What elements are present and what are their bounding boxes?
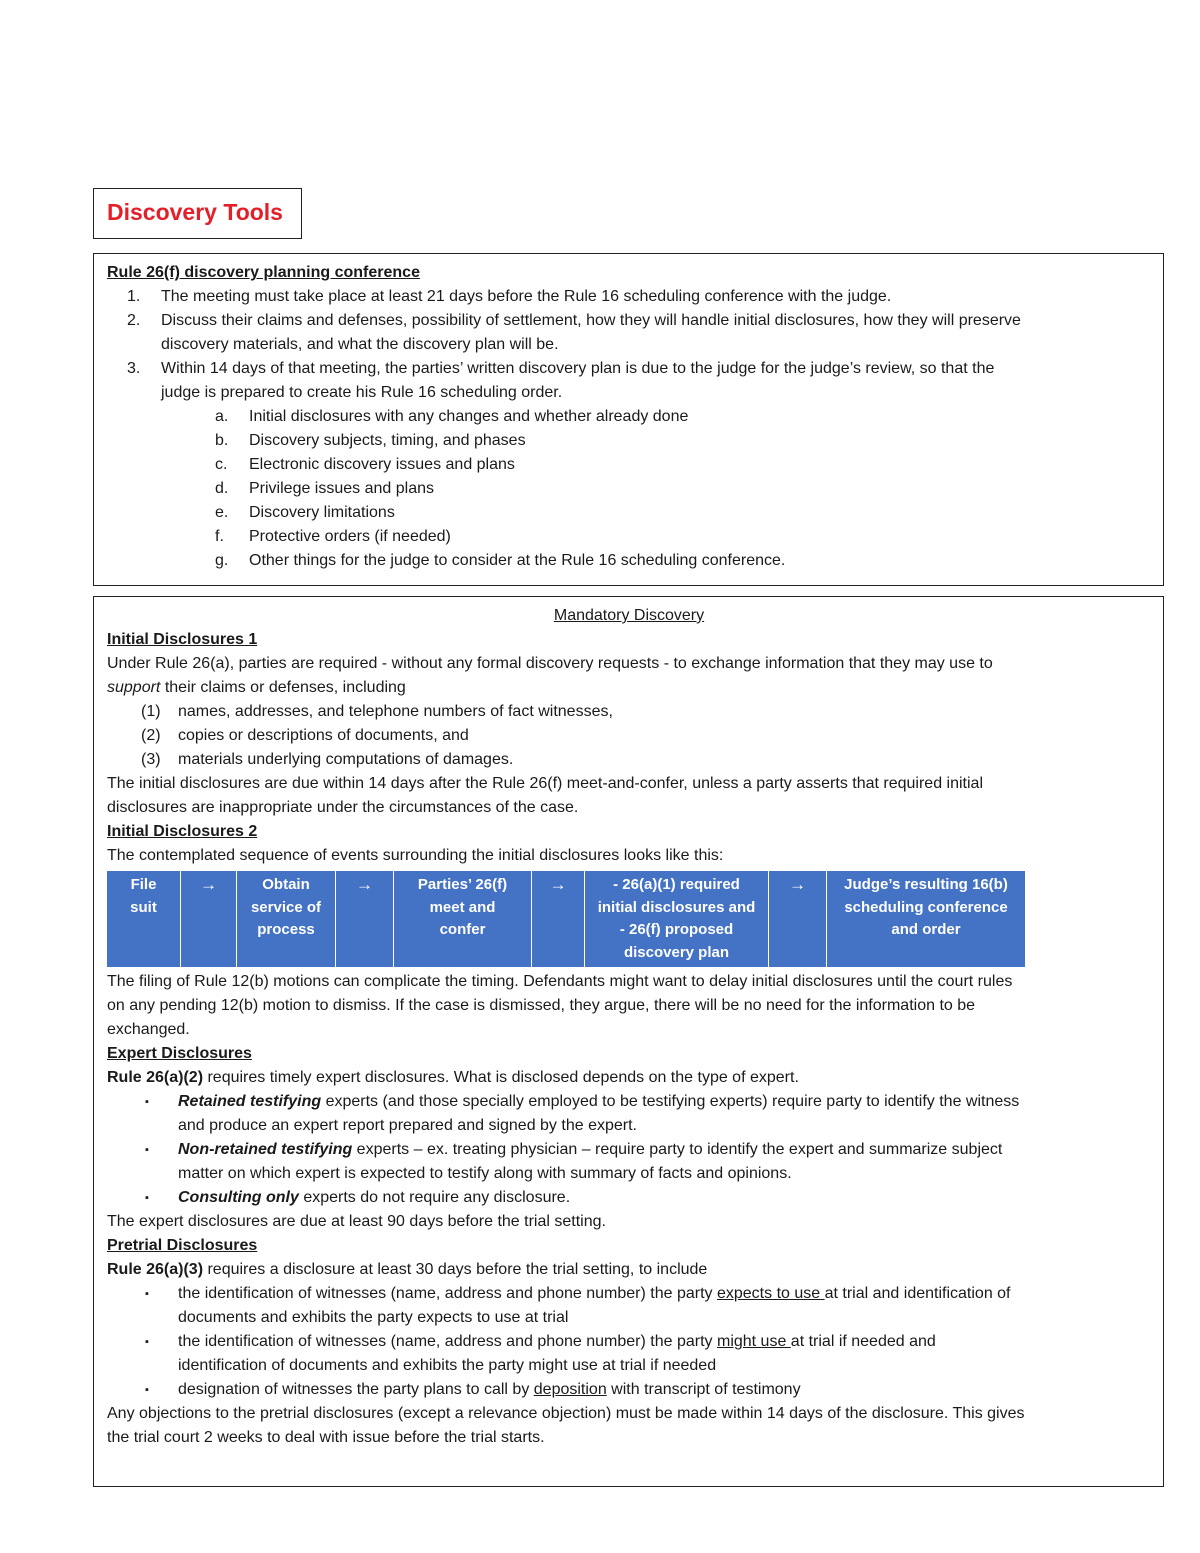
bullet-icon: ▪ — [145, 1384, 149, 1396]
subsection-heading: Initial Disclosures 1 — [107, 631, 258, 648]
section-heading: Rule 26(f) discovery planning conference — [107, 264, 420, 281]
arrow-right-icon: → — [769, 871, 827, 967]
paragraph-line: The expert disclosures are due at least 90 days before the trial setting. — [107, 1213, 606, 1230]
subsection-heading: Pretrial Disclosures — [107, 1237, 258, 1254]
list-item: (3) materials underlying computations of damages. — [141, 751, 514, 768]
bullet-item: ▪ designation of witnesses the party plans to call by deposition with transcript of testimony — [107, 1378, 1151, 1402]
title-box — [93, 188, 302, 239]
bullet-item: ▪ Consulting only experts do not require any disclosure. — [107, 1186, 1151, 1210]
bullet-item: ▪ the identification of witnesses (name, address and phone number) the party expects to use at trial and identification of documents and exhibits the party expects to use at trial — [107, 1282, 1151, 1330]
bullet-icon: ▪ — [145, 1096, 149, 1108]
sub-list-item: b. Discovery subjects, timing, and phases — [215, 432, 526, 449]
bullet-icon: ▪ — [145, 1144, 149, 1156]
flow-step: File suit — [107, 871, 181, 967]
flow-step: Parties’ 26(f) meet and confer — [394, 871, 532, 967]
bullet-icon: ▪ — [145, 1192, 149, 1204]
flow-step: Obtain service of process — [237, 871, 336, 967]
list-item: (1) names, addresses, and telephone numbers of fact witnesses, — [141, 703, 613, 720]
arrow-right-icon: → — [532, 871, 585, 967]
arrow-right-icon: → — [181, 871, 237, 967]
flow-step: Judge’s resulting 16(b) scheduling conference and order — [827, 871, 1025, 967]
paragraph-line: support their claims or defenses, including — [107, 679, 406, 696]
subsection-heading: Initial Disclosures 2 — [107, 823, 258, 840]
paragraph-line: Rule 26(a)(2) requires timely expert disclosures. What is disclosed depends on the type of expert. — [107, 1069, 799, 1086]
paragraph-line: the trial court 2 weeks to deal with issue before the trial starts. — [107, 1429, 545, 1446]
bullet-icon: ▪ — [145, 1288, 149, 1300]
sub-list-item: e. Discovery limitations — [215, 504, 395, 521]
mandatory-discovery-section — [93, 596, 1164, 1487]
list-item: 1. The meeting must take place at least 21 days before the Rule 16 scheduling conference with the judge. — [127, 288, 892, 305]
sub-list-item: g. Other things for the judge to consider at the Rule 16 scheduling conference. — [215, 552, 786, 569]
paragraph-line: disclosures are inappropriate under the circumstances of the case. — [107, 799, 579, 816]
paragraph-line: The initial disclosures are due within 14 days after the Rule 26(f) meet-and-confer, unless a party asserts that required initial — [107, 775, 983, 792]
flow-step: - 26(a)(1) required initial disclosures and - 26(f) proposed discovery plan — [585, 871, 769, 967]
paragraph-line: Under Rule 26(a), parties are required - without any formal discovery requests - to exchange information that they may use to — [107, 655, 993, 672]
sub-list-item: a. Initial disclosures with any changes and whether already done — [215, 408, 689, 425]
paragraph-line: exchanged. — [107, 1021, 190, 1038]
bullet-item: ▪ Retained testifying experts (and those specially employed to be testifying experts) require party to identify the witness and produce an expert report prepared and signed by the expert. — [107, 1090, 1151, 1138]
sequence-flowchart — [107, 871, 1025, 967]
sub-list-item: d. Privilege issues and plans — [215, 480, 434, 497]
paragraph-line: The filing of Rule 12(b) motions can complicate the timing. Defendants might want to delay initial disclosures until the court rules — [107, 973, 1013, 990]
paragraph-line: on any pending 12(b) motion to dismiss. If the case is dismissed, they argue, there will be no need for the information to be — [107, 997, 976, 1014]
list-item: (2) copies or descriptions of documents, and — [141, 727, 469, 744]
paragraph-line: Any objections to the pretrial disclosures (except a relevance objection) must be made within 14 days of the disclosure. This gives — [107, 1405, 1025, 1422]
section-heading: Mandatory Discovery — [553, 607, 705, 624]
bullet-icon: ▪ — [145, 1336, 149, 1348]
document-title: Discovery Tools — [107, 199, 283, 225]
list-item: 3. Within 14 days of that meeting, the parties’ written discovery plan is due to the judge for the judge’s review, so that the judge is prepared to create his Rule 16 scheduling order. — [127, 360, 995, 401]
subsection-heading: Expert Disclosures — [107, 1045, 252, 1062]
list-item: 2. Discuss their claims and defenses, possibility of settlement, how they will handle initial disclosures, how they will preserve discovery materials, and what the discovery plan will be. — [127, 312, 1021, 353]
bullet-item: ▪ the identification of witnesses (name, address and phone number) the party might use at trial if needed and identification of documents and exhibits the party might use at trial if needed — [107, 1330, 1151, 1378]
arrow-right-icon: → — [336, 871, 394, 967]
bullet-item: ▪ Non-retained testifying experts – ex. treating physician – require party to identify the expert and summarize subject matter on which expert is expected to testify along with summary of facts and opinions. — [107, 1138, 1151, 1186]
sub-list-item: c. Electronic discovery issues and plans — [215, 456, 515, 473]
paragraph-line: The contemplated sequence of events surrounding the initial disclosures looks like this: — [107, 847, 724, 864]
paragraph-line: Rule 26(a)(3) requires a disclosure at least 30 days before the trial setting, to include — [107, 1261, 708, 1278]
sub-list-item: f. Protective orders (if needed) — [215, 528, 451, 545]
rule-26f-section — [93, 253, 1164, 586]
